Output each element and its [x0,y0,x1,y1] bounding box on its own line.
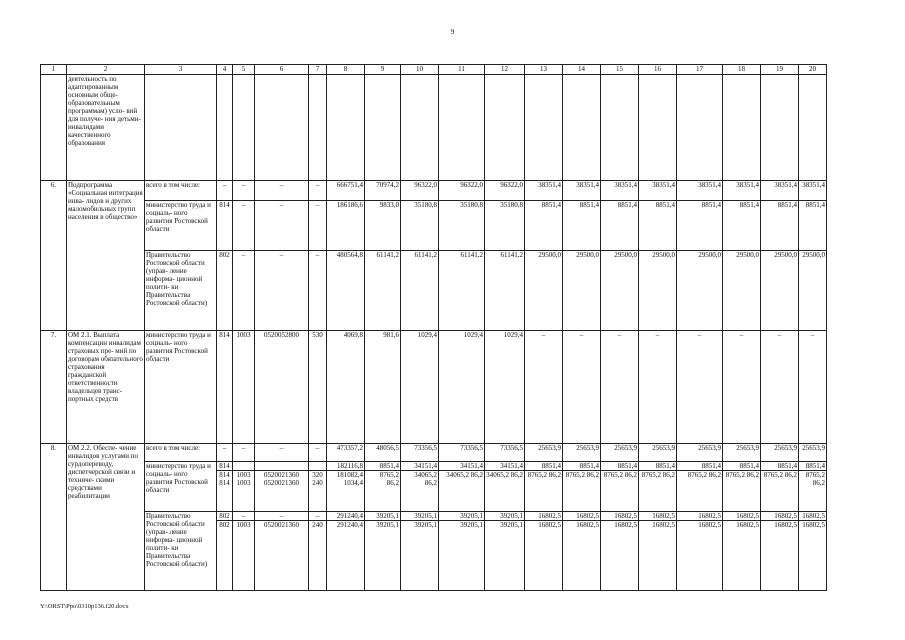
vr-cell: – [309,181,327,201]
value-cell: 48056,5 [365,444,401,462]
col-header: 8 [327,65,365,75]
value-cell: 34065,2 86,2 [439,471,485,512]
value-cell: 9833,0 [365,201,401,251]
col-header: 16 [639,65,677,75]
value-cell: 8765,2 86,2 [525,471,563,512]
table-row [41,462,827,471]
value-cell: 16802,5 [761,521,799,591]
value-cell: 61141,2 [401,251,439,331]
vr-cell [309,462,327,471]
value-cell: 29500,0 [799,251,827,331]
value-cell: 38351,4 [601,181,639,201]
value-cell: 29500,0 [761,251,799,331]
table-cell [401,75,439,181]
executor-cell: Правительство Ростовской области (управ- ление информа- ционной полити- ки Правительства Ростовской области) [145,512,217,591]
value-cell: 480564,8 [327,251,365,331]
value-cell: 1029,4 [485,331,525,444]
program-name-cell: деятельность по адаптированным основным обще- образовательным программам) усло- вий для получе- ния детьми- инвалидами качественного образования [67,75,145,181]
value-cell: 16802,5 [601,521,639,591]
value-cell: 25653,9 [639,444,677,462]
value-cell: 25653,9 [799,444,827,462]
table-row [41,512,827,521]
value-cell: 39205,1 [365,521,401,591]
value-cell: – [525,331,563,444]
csr-cell: – [255,444,309,462]
table-row [41,251,827,331]
value-cell: 1029,4 [401,331,439,444]
vr-cell: 530 [309,331,327,444]
value-cell: 16802,5 [525,521,563,591]
value-cell: 73356,5 [401,444,439,462]
col-header: 14 [563,65,601,75]
value-cell: 29500,0 [601,251,639,331]
value-cell: 39205,1 [365,512,401,521]
value-cell: 8851,4 [799,201,827,251]
csr-cell [255,462,309,471]
value-cell: 8851,4 [639,201,677,251]
col-header: 7 [309,65,327,75]
page-number: 9 [450,28,455,36]
value-cell: 34151,4 [485,462,525,471]
value-cell: 8851,4 [677,462,723,471]
vr-cell: – [309,444,327,462]
rzpr-cell: – [233,201,255,251]
value-cell: 38351,4 [525,181,563,201]
vr-cell: – [309,251,327,331]
table-cell [677,75,723,181]
program-name-cell: ОМ 2.2. Обеспе- чение инвалидов услугами по сурдопереводу, диспетчерской связи и техниче- скими средствами реабилитации [67,444,145,591]
value-cell: 35180,8 [485,201,525,251]
value-cell: 8851,4 [563,462,601,471]
csr-cell: – [255,512,309,521]
table-cell [639,75,677,181]
csr-cell: 0520052800 [255,331,309,444]
value-cell: 25653,9 [525,444,563,462]
csr-cell: 0520021360 [255,521,309,591]
executor-cell: всего в том числе: [145,181,217,201]
value-cell: 16802,5 [723,521,761,591]
value-cell: 29500,0 [639,251,677,331]
value-cell: 1029,4 [439,331,485,444]
value-cell: 8765,2 86,2 [601,471,639,512]
rzpr-cell: – [233,444,255,462]
value-cell: 73356,5 [439,444,485,462]
col-header: 2 [67,65,145,75]
value-cell: 16802,5 [761,512,799,521]
value-cell: 8851,4 [677,201,723,251]
value-cell: 8765,2 86,2 [639,471,677,512]
rzpr-cell: 1003 [233,521,255,591]
value-cell: 8851,4 [761,462,799,471]
value-cell: 186186,6 [327,201,365,251]
value-cell: 34065,2 86,2 [401,471,439,512]
col-header: 5 [233,65,255,75]
value-cell: 34065,2 86,2 [485,471,525,512]
row-number-cell: 6. [41,181,67,331]
table-cell [723,75,761,181]
col-header: 13 [525,65,563,75]
value-cell: – [639,331,677,444]
table-cell [485,75,525,181]
value-cell: 39205,1 [485,512,525,521]
table-cell [601,75,639,181]
value-cell: 38351,4 [723,181,761,201]
value-cell: – [799,331,827,444]
col-header: 11 [439,65,485,75]
value-cell: 8851,4 [365,462,401,471]
value-cell: 16802,5 [639,521,677,591]
value-cell: 8765,2 86,2 [799,471,827,512]
value-cell: 34151,4 [439,462,485,471]
value-cell: – [677,331,723,444]
grbs-cell: 814 [217,201,233,251]
value-cell: 8851,4 [601,462,639,471]
value-cell: 8851,4 [723,462,761,471]
executor-cell: всего в том числе: [145,444,217,462]
value-cell: 16802,5 [563,512,601,521]
value-cell: 8765,2 86,2 [677,471,723,512]
value-cell: 8851,4 [723,201,761,251]
table-row [41,444,827,462]
grbs-cell: 802 [217,251,233,331]
grbs-cell: 802 [217,521,233,591]
col-header: 10 [401,65,439,75]
value-cell: 39205,1 [401,512,439,521]
program-name-cell: Подпрограмма «Социальная интеграция инва- лидов и других маломобильных групп населения в общество» [67,181,145,331]
value-cell: 8851,4 [525,462,563,471]
value-cell: 96322,0 [401,181,439,201]
table-cell [217,75,233,181]
value-cell: 16802,5 [677,521,723,591]
header-row [41,65,827,75]
vr-cell: 240 [309,521,327,591]
value-cell: 61141,2 [365,251,401,331]
table-cell [439,75,485,181]
value-cell: 29500,0 [563,251,601,331]
table-cell [525,75,563,181]
grbs-cell: 814 814 [217,471,233,512]
table-row [41,181,827,201]
vr-cell: – [309,512,327,521]
executor-cell: Правительство Ростовской области (управ- ление информа- ционной полити- ки Правительства Ростовской области) [145,251,217,331]
value-cell: 8851,4 [563,201,601,251]
value-cell: 8851,4 [639,462,677,471]
col-header: 9 [365,65,401,75]
value-cell: 29500,0 [525,251,563,331]
value-cell: – [761,331,799,444]
rzpr-cell: – [233,181,255,201]
value-cell: 16802,5 [601,512,639,521]
table-cell [799,75,827,181]
value-cell: 25653,9 [563,444,601,462]
value-cell: 39205,1 [439,512,485,521]
value-cell: 25653,9 [677,444,723,462]
value-cell: 8765,2 86,2 [723,471,761,512]
value-cell: 25653,9 [761,444,799,462]
value-cell: 16802,5 [525,512,563,521]
value-cell: 35180,8 [439,201,485,251]
table-row [41,331,827,444]
program-name-cell: ОМ 2.1. Выплата компенсации инвалидам страховых пре- мий по договорам обязательного страхования гражданской ответственности владельцев транс- портных средств [67,331,145,444]
value-cell: 981,6 [365,331,401,444]
row-number-cell: 8. [41,444,67,591]
value-cell: 25653,9 [601,444,639,462]
rzpr-cell [233,462,255,471]
value-cell: 39205,1 [485,521,525,591]
value-cell: 291240,4 [327,521,365,591]
value-cell: 38351,4 [563,181,601,201]
value-cell: 8851,4 [761,201,799,251]
col-header: 20 [799,65,827,75]
value-cell: 8765,2 86,2 [563,471,601,512]
rzpr-cell: 1003 [233,331,255,444]
value-cell: 29500,0 [723,251,761,331]
value-cell: 38351,4 [677,181,723,201]
budget-table [40,64,827,591]
table-row-continuation [41,75,827,181]
value-cell: 16802,5 [723,512,761,521]
value-cell: 16802,5 [639,512,677,521]
table-cell [145,75,217,181]
value-cell: 8851,4 [525,201,563,251]
col-header: 18 [723,65,761,75]
value-cell: – [723,331,761,444]
value-cell: 16802,5 [677,512,723,521]
grbs-cell: 814 [217,331,233,444]
value-cell: 61141,2 [485,251,525,331]
value-cell: 38351,4 [761,181,799,201]
value-cell: 182116,8 [327,462,365,471]
footer-file-path: Y:\ORST\Ppo\0310p136.f20.docx [40,603,129,610]
value-cell: 38351,4 [639,181,677,201]
value-cell: 38351,4 [799,181,827,201]
table-cell [365,75,401,181]
value-cell: 16802,5 [799,512,827,521]
value-cell: 29500,0 [677,251,723,331]
col-header: 12 [485,65,525,75]
value-cell: 8851,4 [601,201,639,251]
value-cell: 8765,2 86,2 [761,471,799,512]
value-cell: 16802,5 [799,521,827,591]
value-cell: 70974,2 [365,181,401,201]
value-cell: 34151,4 [401,462,439,471]
table-cell [563,75,601,181]
grbs-cell: – [217,181,233,201]
table-cell [761,75,799,181]
table-cell [309,75,327,181]
value-cell: 16802,5 [563,521,601,591]
vr-cell: – [309,201,327,251]
col-header: 3 [145,65,217,75]
value-cell: 291240,4 [327,512,365,521]
col-header: 4 [217,65,233,75]
table-cell [327,75,365,181]
value-cell: 666751,4 [327,181,365,201]
row-number-cell: 7. [41,331,67,444]
value-cell: 35180,8 [401,201,439,251]
rzpr-cell: – [233,251,255,331]
value-cell: – [601,331,639,444]
value-cell: 61141,2 [439,251,485,331]
value-cell: 473357,2 [327,444,365,462]
value-cell: 4069,8 [327,331,365,444]
table-row [41,201,827,251]
value-cell: 8851,4 [799,462,827,471]
csr-cell: – [255,201,309,251]
value-cell: 39205,1 [401,521,439,591]
col-header: 1 [41,65,67,75]
executor-cell: министерство труда и социаль- ного развития Ростовской области [145,462,217,512]
csr-cell: – [255,251,309,331]
value-cell: 8765,2 86,2 [365,471,401,512]
rzpr-cell: 1003 1003 [233,471,255,512]
col-header: 6 [255,65,309,75]
value-cell: 96322,0 [485,181,525,201]
executor-cell: министерство труда и социаль- ного развития Ростовской области [145,201,217,251]
rzpr-cell: – [233,512,255,521]
vr-cell: 320 240 [309,471,327,512]
grbs-cell: 802 [217,512,233,521]
col-header: 15 [601,65,639,75]
value-cell: 96322,0 [439,181,485,201]
executor-cell: министерство труда и социаль- ного развития Ростовской области [145,331,217,444]
value-cell: – [563,331,601,444]
grbs-cell: – [217,444,233,462]
table-cell [233,75,255,181]
row-number-cell [41,75,67,181]
value-cell: 73356,5 [485,444,525,462]
col-header: 17 [677,65,723,75]
csr-cell: 0520021360 0520021360 [255,471,309,512]
col-header: 19 [761,65,799,75]
table-cell [255,75,309,181]
value-cell: 25653,9 [723,444,761,462]
value-cell: 39205,1 [439,521,485,591]
csr-cell: – [255,181,309,201]
grbs-cell: 814 [217,462,233,471]
value-cell: 181082,4 1034,4 [327,471,365,512]
